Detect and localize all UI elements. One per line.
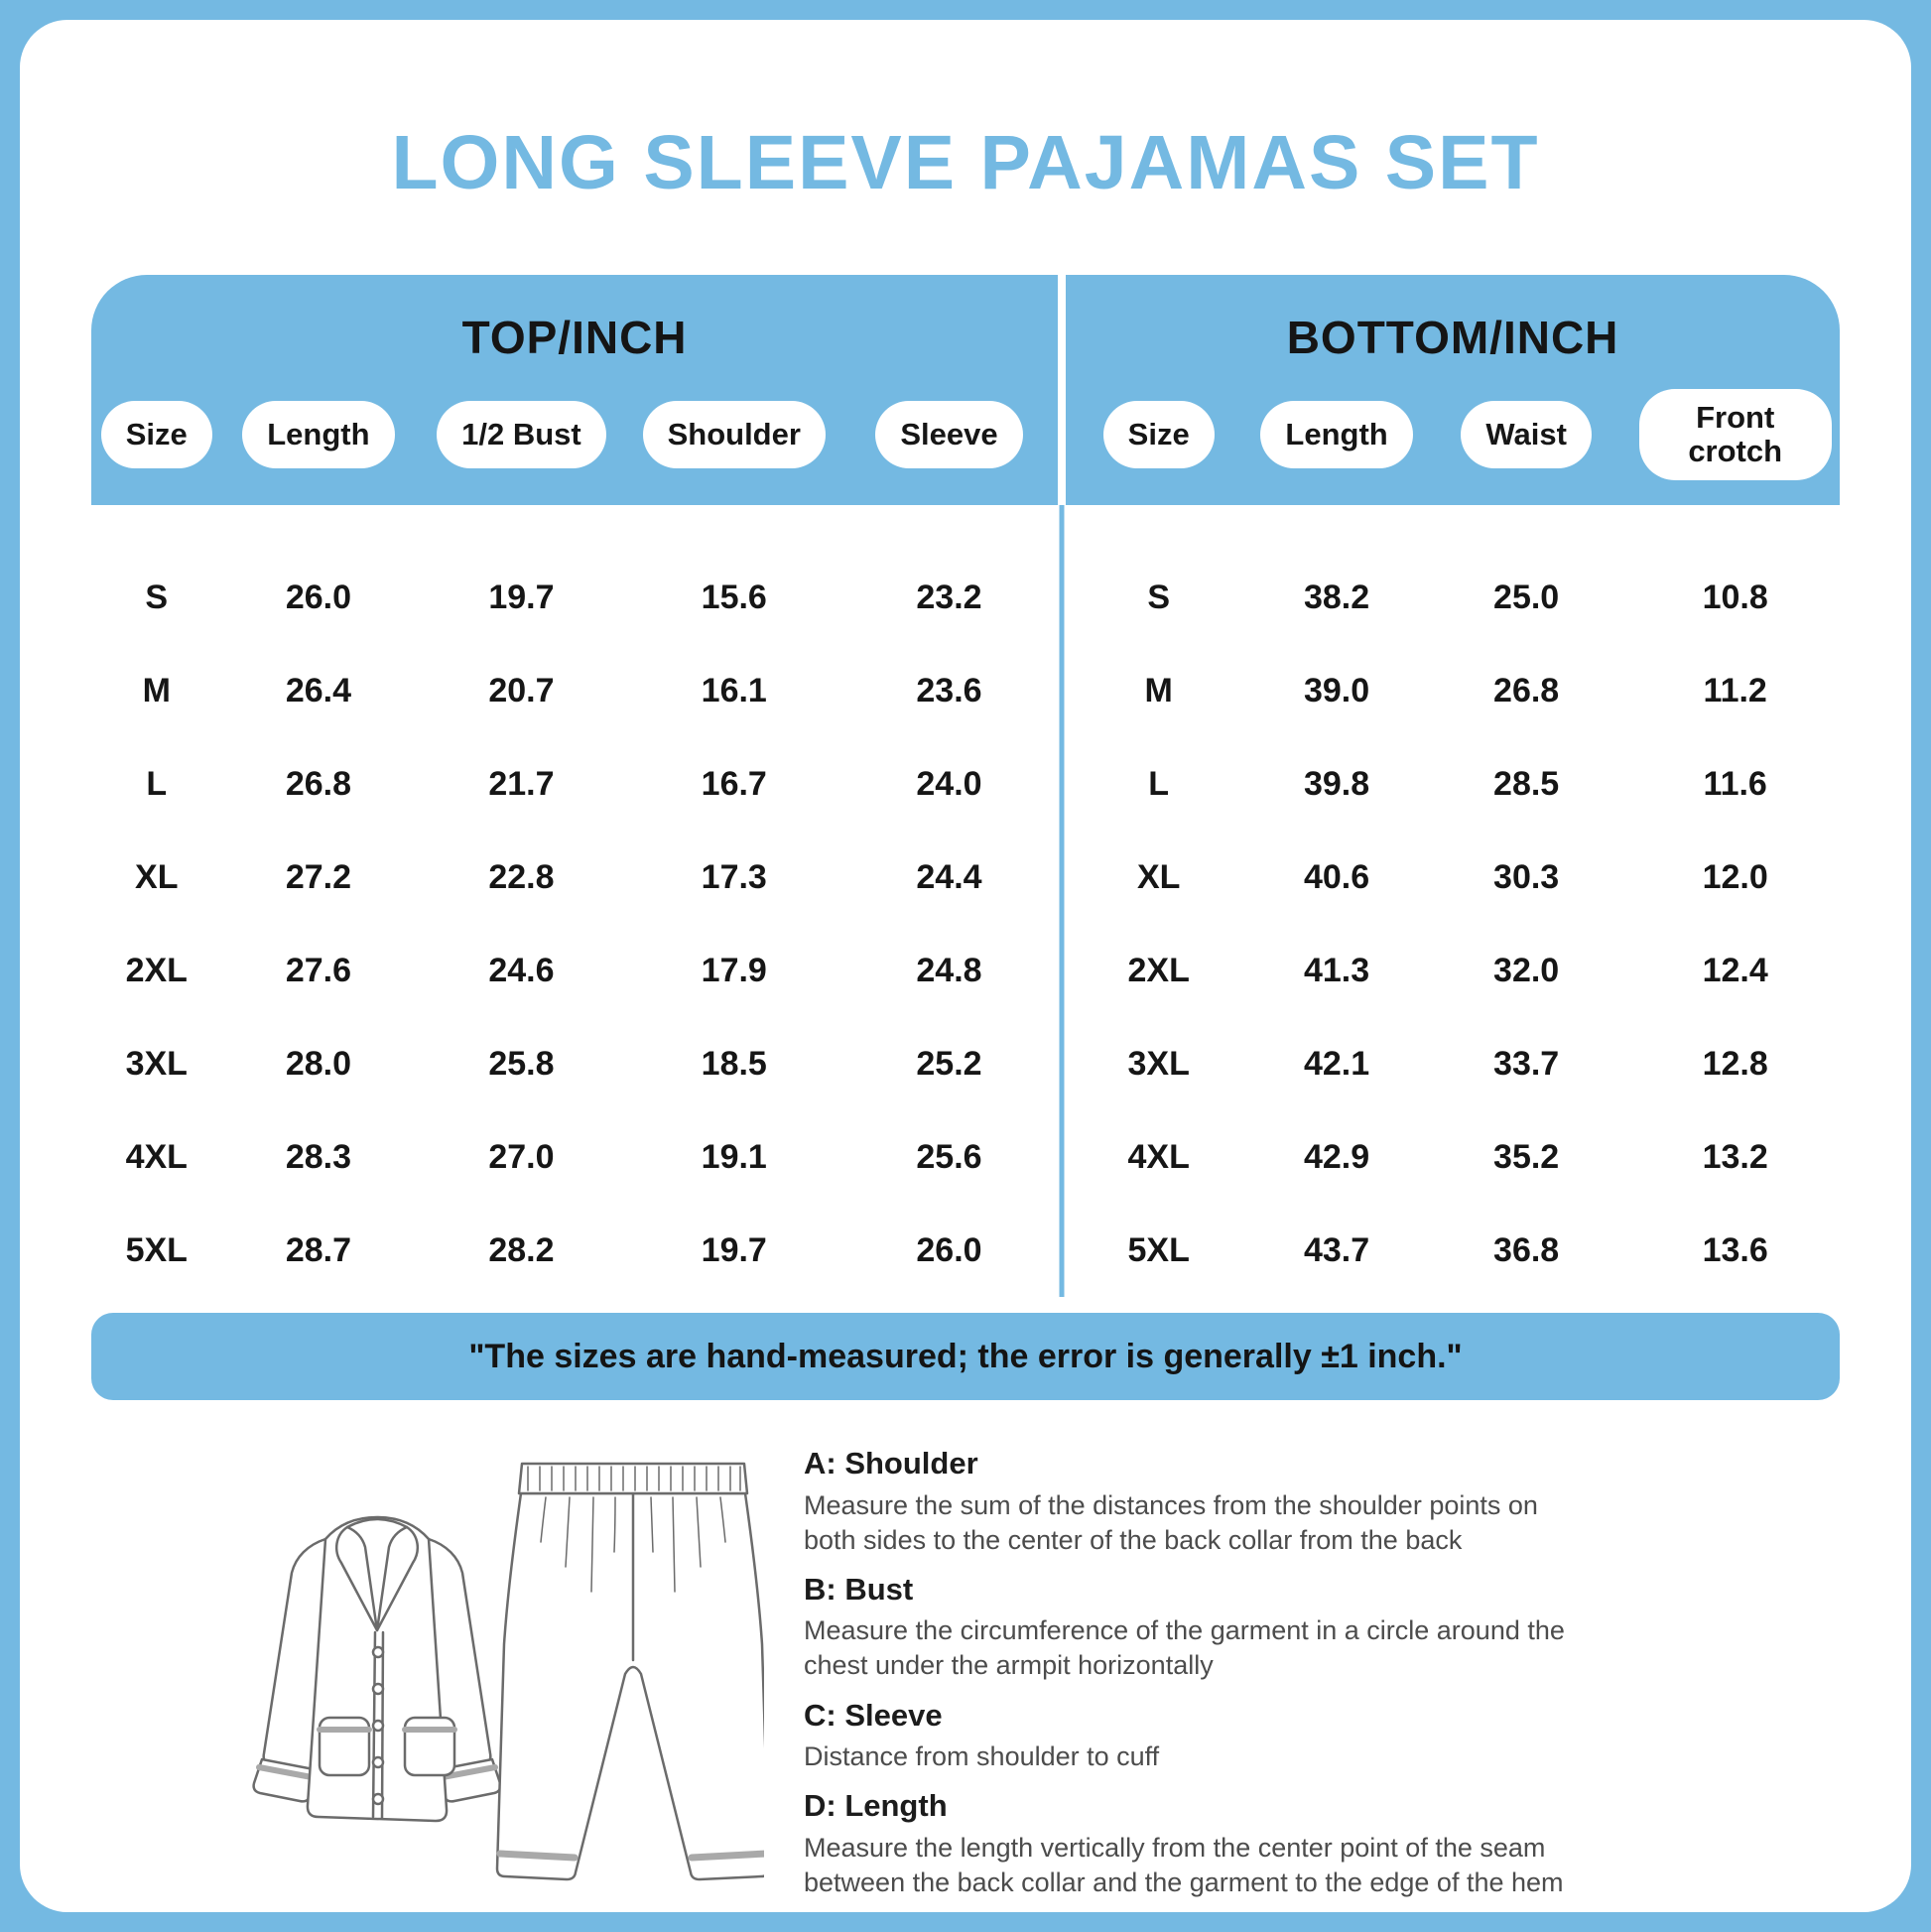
table-row [1066, 1017, 1840, 1110]
table-row [91, 737, 1058, 831]
column-header-pill: Length [1260, 401, 1412, 468]
measurement-value: 22.8 [488, 857, 555, 896]
column-header-pill: Length [242, 401, 394, 468]
bottom-table-body [1066, 505, 1840, 1297]
column-header-cell [222, 401, 416, 468]
table-row [1066, 1110, 1840, 1204]
column-header-pill: Front crotch [1639, 389, 1832, 480]
pajama-top-drawing [254, 1517, 501, 1821]
column-header-cell [1251, 401, 1422, 468]
pajama-bottom-drawing [497, 1464, 764, 1879]
measurement-value: 10.8 [1702, 578, 1768, 616]
table-row [91, 1110, 1058, 1204]
measurement-value: 30.3 [1493, 857, 1560, 896]
column-header-pill: Size [1103, 401, 1215, 468]
measurement-value: 21.7 [488, 764, 555, 803]
pajamas-illustration [208, 1436, 764, 1902]
measurement-value: 28.7 [285, 1230, 351, 1269]
size-label: M [1144, 671, 1173, 709]
size-label: L [146, 764, 168, 803]
measurement-value: 26.0 [916, 1230, 982, 1269]
size-label: S [1147, 578, 1171, 616]
measurement-value: 28.2 [488, 1230, 555, 1269]
measurement-value: 12.4 [1702, 951, 1768, 989]
size-label: 3XL [1127, 1044, 1190, 1083]
measure-guide-label: A: Shoulder [804, 1446, 978, 1481]
measurement-value: 32.0 [1493, 951, 1560, 989]
table-row [91, 1017, 1058, 1110]
measurement-value: 24.0 [916, 764, 982, 803]
measure-guide-item [804, 1698, 1840, 1775]
column-header-pill: 1/2 Bust [437, 401, 606, 468]
table-row [91, 551, 1058, 644]
measurement-value: 25.2 [916, 1044, 982, 1083]
measure-guide-label: D: Length [804, 1788, 948, 1824]
column-header-pill: Waist [1461, 401, 1592, 468]
column-header-pill: Shoulder [643, 401, 826, 468]
column-header-cell [840, 401, 1058, 468]
table-row [1066, 924, 1840, 1017]
measure-guide-text: Measure the sum of the distances from the shoulder points on both sides to the center of the back collar from the back [804, 1489, 1538, 1555]
measurement-value: 26.8 [285, 764, 351, 803]
measurement-value: 35.2 [1493, 1137, 1560, 1176]
column-header-cell [1422, 401, 1631, 468]
measurement-value: 25.0 [1493, 578, 1560, 616]
measurement-value: 24.8 [916, 951, 982, 989]
measurement-value: 23.6 [916, 671, 982, 709]
measurement-value: 41.3 [1303, 951, 1370, 989]
measurement-value: 11.6 [1703, 764, 1767, 803]
table-row [1066, 1204, 1840, 1297]
measurement-value: 33.7 [1493, 1044, 1560, 1083]
measurement-value: 27.6 [285, 951, 351, 989]
measurement-value: 38.2 [1303, 578, 1370, 616]
measurement-value: 42.9 [1303, 1137, 1370, 1176]
card [20, 20, 1911, 1912]
table-divider [1058, 275, 1066, 1297]
measurement-value: 12.0 [1702, 857, 1768, 896]
size-label: XL [135, 857, 179, 896]
measurement-value: 39.8 [1303, 764, 1370, 803]
measurement-value: 17.3 [701, 857, 767, 896]
measurement-value: 19.7 [701, 1230, 767, 1269]
table-row [91, 644, 1058, 737]
size-label: M [142, 671, 171, 709]
measurement-value: 18.5 [701, 1044, 767, 1083]
size-label: 3XL [125, 1044, 188, 1083]
measurement-value: 40.6 [1303, 857, 1370, 896]
measure-guide-text: Measure the circumference of the garment in a circle around the chest under the armpit horizontally [804, 1615, 1565, 1681]
measurement-value: 26.0 [285, 578, 351, 616]
measurement-value: 19.1 [701, 1137, 767, 1176]
size-label: 5XL [1127, 1230, 1190, 1269]
measurement-value: 23.2 [916, 578, 982, 616]
measurement-value: 25.6 [916, 1137, 982, 1176]
table-row [1066, 831, 1840, 924]
column-header-pill: Size [101, 401, 212, 468]
measurement-value: 28.5 [1493, 764, 1560, 803]
measurement-value: 16.7 [701, 764, 767, 803]
table-row [91, 831, 1058, 924]
measurement-value: 24.4 [916, 857, 982, 896]
measure-guide-item [804, 1446, 1840, 1558]
measurement-value: 19.7 [488, 578, 555, 616]
measurement-value: 36.8 [1493, 1230, 1560, 1269]
top-table-column-headers [91, 364, 1058, 505]
measure-guide-item [804, 1572, 1840, 1684]
top-table-body [91, 505, 1058, 1297]
top-table-header [91, 275, 1058, 505]
measurement-value: 15.6 [701, 578, 767, 616]
column-header-cell [91, 401, 222, 468]
table-row [91, 1204, 1058, 1297]
column-header-cell [628, 401, 840, 468]
measurement-value: 24.6 [488, 951, 555, 989]
size-label: 2XL [1127, 951, 1190, 989]
measurement-value: 20.7 [488, 671, 555, 709]
measurement-value: 27.0 [488, 1137, 555, 1176]
measure-guide-section [91, 1436, 1840, 1912]
measure-guide-label: C: Sleeve [804, 1697, 943, 1733]
column-header-pill: Sleeve [875, 401, 1022, 468]
table-row [1066, 644, 1840, 737]
page-title: LONG SLEEVE PAJAMAS SET [391, 120, 1540, 205]
measurement-value: 11.2 [1703, 671, 1767, 709]
measurement-value: 26.8 [1493, 671, 1560, 709]
measure-guide-item [804, 1788, 1840, 1900]
measure-guide-text: Distance from shoulder to cuff [804, 1741, 1160, 1772]
measurement-value: 43.7 [1303, 1230, 1370, 1269]
measurement-value: 26.4 [285, 671, 351, 709]
bottom-table-column-headers [1066, 364, 1840, 505]
measurement-value: 39.0 [1303, 671, 1370, 709]
table-row [1066, 737, 1840, 831]
measure-guide [764, 1436, 1840, 1912]
measurement-value: 12.8 [1702, 1044, 1768, 1083]
column-header-cell [415, 401, 627, 468]
table-row [1066, 551, 1840, 644]
bottom-size-table [1066, 275, 1840, 1297]
measure-guide-text: Measure the length vertically from the center point of the seam between the back collar and the garment to the edge of the hem [804, 1832, 1564, 1897]
measurement-value: 42.1 [1303, 1044, 1370, 1083]
bottom-table-header [1066, 275, 1840, 505]
measure-guide-label: B: Bust [804, 1571, 914, 1607]
size-label: XL [1136, 857, 1181, 896]
measurement-value: 27.2 [285, 857, 351, 896]
measurement-value: 13.2 [1702, 1137, 1768, 1176]
size-tables [91, 275, 1840, 1297]
column-header-cell [1066, 401, 1251, 468]
column-header-cell [1630, 389, 1840, 480]
top-size-table [91, 275, 1058, 1297]
top-table-title: TOP/INCH [461, 312, 688, 363]
table-row [91, 924, 1058, 1017]
measurement-value: 17.9 [701, 951, 767, 989]
measurement-value: 25.8 [488, 1044, 555, 1083]
size-label: S [145, 578, 169, 616]
size-label: 2XL [125, 951, 188, 989]
size-label: 4XL [125, 1137, 188, 1176]
size-label: 4XL [1127, 1137, 1190, 1176]
measurement-value: 16.1 [701, 671, 767, 709]
measurement-value: 13.6 [1702, 1230, 1768, 1269]
measurement-value: 28.0 [285, 1044, 351, 1083]
measurement-note: "The sizes are hand-measured; the error is generally ±1 inch." [91, 1313, 1840, 1400]
size-label: L [1148, 764, 1170, 803]
size-label: 5XL [125, 1230, 188, 1269]
table-divider-line [1060, 505, 1065, 1297]
bottom-table-title: BOTTOM/INCH [1286, 312, 1619, 363]
measurement-value: 28.3 [285, 1137, 351, 1176]
